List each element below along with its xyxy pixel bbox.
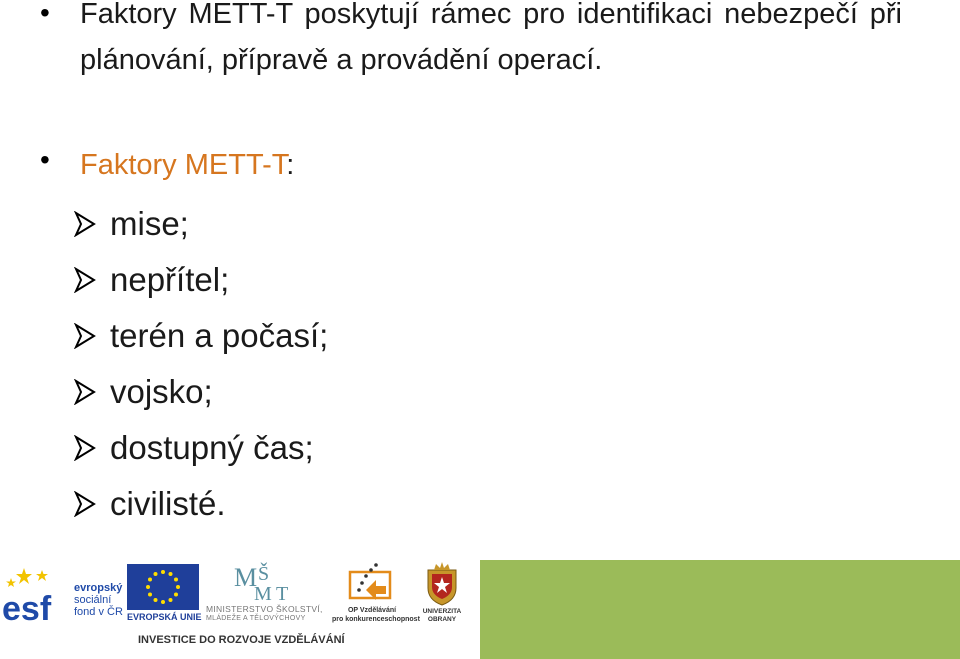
esf-caption <box>74 582 123 618</box>
eu-caption: EVROPSKÁ UNIE <box>127 612 202 622</box>
esf-line2: sociální <box>74 594 112 606</box>
footer <box>0 560 960 659</box>
svg-text:M: M <box>254 583 272 602</box>
op-logo <box>332 562 420 624</box>
factors-heading <box>80 142 902 188</box>
op-line2: pro konkurenceschopnost <box>332 616 420 623</box>
bullet-dot: • <box>40 0 50 28</box>
esf-logo <box>2 564 124 626</box>
factors-heading-colon: : <box>286 149 295 181</box>
factor-text: terén a počasí; <box>110 317 329 354</box>
eu-flag-icon <box>127 564 199 610</box>
svg-text:Š: Š <box>258 563 270 585</box>
op-line1: OP Vzdělávání <box>347 607 397 614</box>
uo-emblem-icon <box>422 562 462 606</box>
svg-text:T: T <box>276 583 289 602</box>
msmt-line1: MINISTERSTVO ŠKOLSTVÍ, <box>206 604 323 614</box>
list-item <box>74 420 328 476</box>
list-item <box>74 252 328 308</box>
list-item <box>74 476 328 532</box>
funding-logos-strip <box>0 560 480 659</box>
eu-logo <box>127 564 202 624</box>
bullet-dot: • <box>40 144 50 175</box>
msmt-line2: MLÁDEŽE A TĚLOVÝCHOVY <box>206 615 306 622</box>
msmt-mark-icon <box>234 562 298 602</box>
msmt-caption <box>206 604 323 624</box>
footer-green-bar <box>480 560 960 659</box>
op-caption <box>332 606 420 624</box>
factor-text: nepřítel; <box>110 261 230 298</box>
msmt-logo <box>206 562 326 624</box>
arrow-bullet-icon <box>74 379 96 405</box>
uo-logo <box>418 562 466 626</box>
arrow-bullet-icon <box>74 491 96 517</box>
arrow-bullet-icon <box>74 211 96 237</box>
esf-mark-icon <box>2 564 72 626</box>
factor-text: civilisté. <box>110 485 226 522</box>
uo-line2: OBRANY <box>427 616 457 623</box>
esf-line3: fond v ČR <box>74 606 123 618</box>
factor-text: vojsko; <box>110 373 213 410</box>
esf-line1: evropský <box>74 582 123 594</box>
arrow-bullet-icon <box>74 435 96 461</box>
arrow-bullet-icon <box>74 323 96 349</box>
arrow-bullet-icon <box>74 267 96 293</box>
list-item <box>74 196 328 252</box>
list-item <box>74 308 328 364</box>
svg-text:M: M <box>234 563 258 592</box>
factors-heading-label: Faktory METT-T <box>80 149 287 181</box>
factor-text: dostupný čas; <box>110 429 314 466</box>
intro-paragraph: Faktory METT-T poskytují rámec pro identifikaci nebezpečí při plánování, přípravě a provádění operací. <box>80 0 902 76</box>
factors-list <box>74 196 328 532</box>
svg-text:esf: esf <box>2 590 52 626</box>
investment-slogan: INVESTICE DO ROZVOJE VZDĚLÁVÁNÍ <box>138 634 345 646</box>
op-mark-icon <box>346 562 396 602</box>
list-item <box>74 364 328 420</box>
uo-caption <box>418 608 466 624</box>
uo-line1: UNIVERZITA <box>422 608 462 615</box>
factor-text: mise; <box>110 205 189 242</box>
